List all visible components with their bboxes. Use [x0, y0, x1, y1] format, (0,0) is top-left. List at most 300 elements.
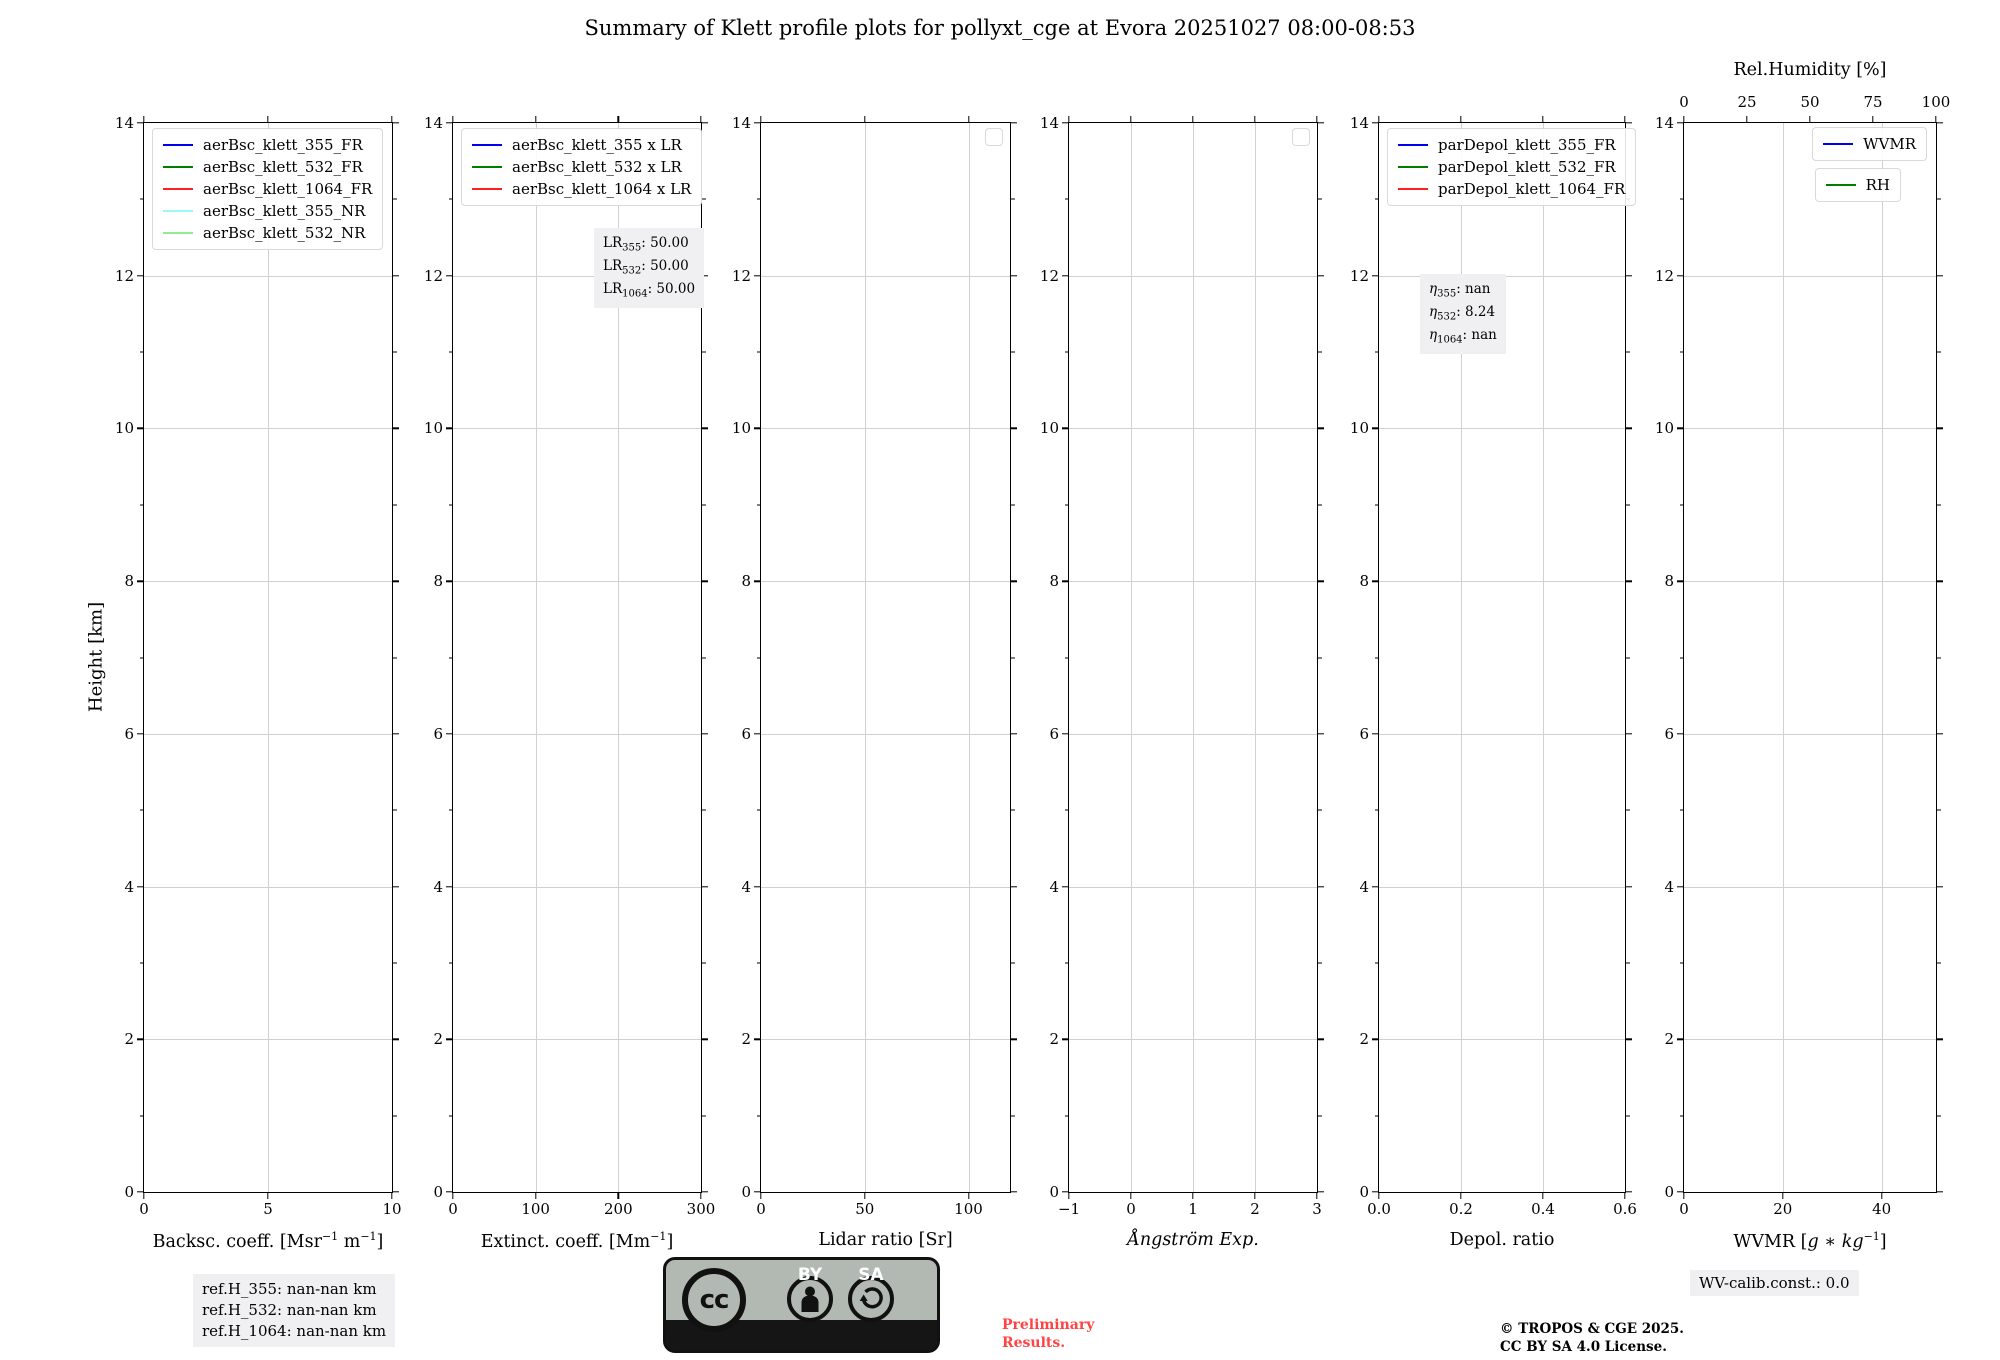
y-minor-tick — [449, 199, 453, 200]
y-tick-label: 14 — [1039, 114, 1059, 132]
y-minor-tick — [1680, 657, 1684, 658]
annotation-line: $LR_{1064}$: 50.00 — [603, 281, 696, 301]
y-tick — [1677, 275, 1683, 276]
y-tick-label: 8 — [1664, 572, 1674, 591]
x-tick-label: 20 — [1773, 1200, 1793, 1218]
x-tick-label: 0.6 — [1613, 1200, 1637, 1218]
legend-line-sample — [472, 188, 502, 190]
y-minor-tick-right — [1318, 810, 1322, 811]
x-tick-label: 0 — [139, 1200, 149, 1218]
x-tick — [760, 1193, 761, 1199]
y-tick-label: 4 — [1664, 877, 1674, 896]
y-minor-tick-right — [1937, 504, 1941, 505]
x-tick-top — [1624, 116, 1625, 122]
reference-height-annotation — [193, 1274, 395, 1347]
x-tick-label: 50 — [855, 1200, 875, 1218]
legend-entry: aerBsc_klett_1064_FR — [163, 180, 372, 198]
y-minor-tick-right — [702, 810, 706, 811]
y-tick-label: 6 — [1049, 724, 1059, 743]
cc-by-label: BY — [797, 1265, 823, 1285]
x-tick-top — [1130, 116, 1131, 122]
preliminary-results-note: Preliminary Results. — [1002, 1317, 1095, 1352]
y-tick-label: 12 — [114, 266, 134, 285]
x-tick — [1130, 1193, 1131, 1199]
x-tick-label: −1 — [1057, 1200, 1081, 1218]
gridline-horizontal — [453, 1039, 701, 1040]
y-tick-label: 0 — [1049, 1183, 1059, 1201]
gridline-horizontal — [144, 1039, 392, 1040]
y-tick — [137, 1039, 143, 1040]
gridline-horizontal — [1379, 428, 1625, 429]
person-icon — [798, 1285, 822, 1313]
x-tick-label: 0 — [1679, 1200, 1689, 1218]
top-axis-tick-label: 25 — [1737, 93, 1757, 111]
y-minor-tick — [140, 657, 144, 658]
y-tick-label: 6 — [741, 724, 751, 743]
gridline-vertical — [969, 123, 970, 1192]
y-tick-label: 2 — [124, 1030, 134, 1049]
legend-line-sample — [163, 210, 193, 212]
legend-line-sample — [163, 188, 193, 190]
y-tick-label: 14 — [731, 114, 751, 132]
y-minor-tick — [1065, 962, 1069, 963]
y-tick-right — [1318, 275, 1324, 276]
y-tick-right — [1937, 275, 1943, 276]
y-tick-right — [1937, 1191, 1943, 1192]
y-tick-label: 12 — [1039, 266, 1059, 285]
x-axis-label-wvmr: WVMR [g ∗ $kg^{-1}$] — [1733, 1230, 1887, 1252]
y-minor-tick-right — [393, 352, 397, 353]
plot-wvmr-rh — [1654, 60, 1951, 1252]
y-minor-tick-right — [1318, 962, 1322, 963]
y-tick-label: 6 — [433, 724, 443, 743]
y-tick-right — [1937, 1039, 1943, 1040]
legend-depol — [1387, 128, 1636, 206]
ref-line: ref.H_532: nan-nan km — [202, 1301, 377, 1319]
y-minor-tick-right — [702, 962, 706, 963]
y-tick-right — [1011, 122, 1017, 123]
y-tick-right — [393, 122, 399, 123]
y-minor-tick — [140, 199, 144, 200]
y-minor-tick-right — [1318, 199, 1322, 200]
y-tick — [1062, 733, 1068, 734]
x-axis-label-depol: Depol. ratio — [1449, 1230, 1555, 1250]
y-tick-label: 4 — [1049, 877, 1059, 896]
figure-title: Summary of Klett profile plots for pollyxt_cge at Evora 20251027 08:00-08:53 — [584, 16, 1416, 40]
y-tick — [1372, 886, 1378, 887]
y-tick — [754, 580, 760, 581]
y-tick-label: 14 — [114, 114, 134, 132]
x-tick-label: 0 — [448, 1200, 458, 1218]
y-tick — [1677, 122, 1683, 123]
legend-entry: aerBsc_klett_355_FR — [163, 136, 372, 154]
x-tick — [968, 1193, 969, 1199]
y-tick-right — [1011, 733, 1017, 734]
legend-entry: WVMR — [1823, 135, 1916, 153]
y-tick — [754, 1039, 760, 1040]
y-tick-right — [702, 1039, 708, 1040]
y-tick — [1372, 428, 1378, 429]
y-tick-right — [1318, 122, 1324, 123]
y-minor-tick-right — [1011, 657, 1015, 658]
x-tick-top — [267, 116, 268, 122]
y-tick-label: 14 — [1349, 114, 1369, 132]
y-tick-label: 6 — [124, 724, 134, 743]
cc-icon: cc — [682, 1268, 746, 1332]
gridline-vertical — [1255, 123, 1256, 1192]
legend-line-sample — [1398, 166, 1428, 168]
y-tick-label: 10 — [731, 419, 751, 438]
y-tick — [1677, 1039, 1683, 1040]
y-minor-tick-right — [1011, 1115, 1015, 1116]
x-tick-label: 100 — [954, 1200, 983, 1218]
y-minor-tick-right — [702, 504, 706, 505]
x-tick-top — [700, 116, 701, 122]
plot-backscatter-coeff — [114, 114, 402, 1252]
y-tick-right — [1626, 1191, 1632, 1192]
y-tick — [754, 428, 760, 429]
y-tick-right — [1318, 580, 1324, 581]
y-tick-label: 8 — [741, 572, 751, 591]
y-minor-tick-right — [1937, 810, 1941, 811]
y-tick-label: 2 — [433, 1030, 443, 1049]
y-minor-tick — [1680, 962, 1684, 963]
y-minor-tick — [449, 962, 453, 963]
y-tick-right — [393, 733, 399, 734]
y-minor-tick — [1065, 657, 1069, 658]
y-tick-label: 8 — [1049, 572, 1059, 591]
y-tick-right — [1937, 733, 1943, 734]
x-tick — [1782, 1193, 1783, 1199]
x-tick — [143, 1193, 144, 1199]
y-tick-right — [1937, 428, 1943, 429]
y-tick-label: 10 — [1349, 419, 1369, 438]
annotation-line: $\eta_{355}$: nan — [1429, 281, 1491, 300]
gridline-horizontal — [453, 581, 701, 582]
y-tick-label: 0 — [124, 1183, 134, 1201]
x-tick-top — [1542, 116, 1543, 122]
y-minor-tick-right — [1318, 657, 1322, 658]
y-minor-tick-right — [1937, 199, 1941, 200]
top-axis-tick-label: 100 — [1921, 93, 1951, 111]
y-minor-tick-right — [393, 1115, 397, 1116]
y-tick-label: 8 — [1359, 572, 1369, 591]
x-tick — [1378, 1193, 1379, 1199]
y-tick-right — [1626, 733, 1632, 734]
x-tick — [1460, 1193, 1461, 1199]
x-tick-top — [618, 116, 619, 122]
y-tick-right — [1626, 275, 1632, 276]
top-axis-tick — [1872, 116, 1873, 122]
y-minor-tick-right — [393, 962, 397, 963]
y-tick-right — [1318, 428, 1324, 429]
y-tick-right — [702, 122, 708, 123]
x-tick — [1542, 1193, 1543, 1199]
gridline-horizontal — [761, 734, 1010, 735]
top-axis-tick — [1935, 116, 1936, 122]
copyright-note: © TROPOS & CGE 2025. CC BY SA 4.0 License. — [1500, 1321, 1685, 1356]
axes-wvmr — [1654, 93, 1951, 1218]
y-minor-tick-right — [1626, 962, 1630, 963]
y-minor-tick-right — [1626, 504, 1630, 505]
y-tick-label: 10 — [423, 419, 443, 438]
x-tick-label: 300 — [686, 1200, 716, 1218]
y-tick — [1372, 122, 1378, 123]
empty-legend-box — [985, 128, 1003, 146]
y-tick-right — [1318, 1191, 1324, 1192]
legend-line-sample — [163, 144, 193, 146]
cc-by-sa-badge — [663, 1257, 940, 1353]
legend-entry: aerBsc_klett_355_NR — [163, 202, 372, 220]
legend-rh — [1815, 168, 1901, 202]
x-tick-label: 10 — [382, 1200, 402, 1218]
x-tick-top — [452, 116, 453, 122]
x-tick-top — [535, 116, 536, 122]
y-tick — [1062, 1039, 1068, 1040]
y-minor-tick-right — [1011, 199, 1015, 200]
gridline-horizontal — [761, 428, 1010, 429]
y-tick — [137, 428, 143, 429]
gridline-horizontal — [1069, 276, 1317, 277]
y-minor-tick — [1375, 1115, 1379, 1116]
y-minor-tick — [1375, 352, 1379, 353]
y-minor-tick — [1065, 199, 1069, 200]
y-tick-right — [1011, 886, 1017, 887]
y-minor-tick-right — [1626, 352, 1630, 353]
y-tick-label: 10 — [1039, 419, 1059, 438]
gridline-horizontal — [1379, 887, 1625, 888]
y-minor-tick-right — [1626, 810, 1630, 811]
y-minor-tick — [757, 1115, 761, 1116]
x-tick-top — [391, 116, 392, 122]
y-minor-tick-right — [1011, 810, 1015, 811]
y-minor-tick — [1065, 504, 1069, 505]
y-tick — [446, 122, 452, 123]
y-minor-tick-right — [1011, 962, 1015, 963]
y-minor-tick-right — [702, 352, 706, 353]
y-minor-tick — [449, 657, 453, 658]
x-tick-label: 200 — [604, 1200, 633, 1218]
axes-lidar-ratio — [731, 114, 1011, 1218]
y-tick — [446, 733, 452, 734]
y-tick-right — [1626, 428, 1632, 429]
top-axis-label-rel-humidity: Rel.Humidity [%] — [1733, 60, 1887, 80]
legend-entry: aerBsc_klett_532_FR — [163, 158, 372, 176]
y-minor-tick-right — [393, 504, 397, 505]
axes-backscatter — [114, 114, 402, 1218]
y-minor-tick-right — [702, 657, 706, 658]
y-tick-right — [1011, 1039, 1017, 1040]
x-tick — [700, 1193, 701, 1199]
y-minor-tick — [1375, 199, 1379, 200]
legend-extinction — [461, 128, 702, 206]
y-tick-right — [393, 428, 399, 429]
x-tick — [267, 1193, 268, 1199]
y-tick — [1062, 428, 1068, 429]
y-tick-label: 4 — [433, 877, 443, 896]
y-minor-tick — [140, 962, 144, 963]
y-minor-tick — [449, 504, 453, 505]
y-tick-right — [1937, 580, 1943, 581]
y-tick-right — [1937, 122, 1943, 123]
plot-depol-ratio — [1349, 114, 1637, 1250]
gridline-horizontal — [144, 734, 392, 735]
y-tick-right — [1318, 733, 1324, 734]
y-minor-tick-right — [1318, 504, 1322, 505]
gridline-vertical — [1783, 123, 1784, 1192]
x-tick-label: 0.4 — [1531, 1200, 1555, 1218]
plot-lidar-ratio — [731, 114, 1011, 1250]
y-minor-tick — [1680, 352, 1684, 353]
y-tick — [1372, 580, 1378, 581]
gridline-vertical — [536, 123, 537, 1192]
y-tick-label: 6 — [1359, 724, 1369, 743]
x-tick — [535, 1193, 536, 1199]
y-tick-label: 14 — [1654, 114, 1674, 132]
gridline-horizontal — [761, 887, 1010, 888]
y-tick-right — [393, 580, 399, 581]
legend-entry: aerBsc_klett_1064 x LR — [472, 180, 691, 198]
y-tick-label: 12 — [1349, 266, 1369, 285]
gridline-horizontal — [1684, 1039, 1936, 1040]
y-tick-right — [702, 428, 708, 429]
annotation-line: $LR_{355}$: 50.00 — [603, 235, 689, 254]
gridline-vertical — [1882, 123, 1883, 1192]
y-minor-tick — [449, 352, 453, 353]
x-tick-top — [864, 116, 865, 122]
x-tick — [1192, 1193, 1193, 1199]
y-tick — [754, 122, 760, 123]
y-tick-right — [702, 733, 708, 734]
legend-line-sample — [472, 144, 502, 146]
y-tick — [1677, 1191, 1683, 1192]
y-tick-label: 2 — [1359, 1030, 1369, 1049]
y-minor-tick — [757, 504, 761, 505]
ref-line: ref.H_1064: nan-nan km — [202, 1322, 387, 1340]
wv-calibration-annotation: WV-calib.const.: 0.0 — [1690, 1270, 1859, 1296]
y-tick-right — [393, 1191, 399, 1192]
y-tick-right — [1626, 886, 1632, 887]
gridline-horizontal — [144, 428, 392, 429]
y-tick-right — [1626, 122, 1632, 123]
x-axis-label-angstrom: Ångström Exp. — [1127, 1230, 1259, 1250]
y-tick-label: 14 — [423, 114, 443, 132]
y-tick-label: 0 — [433, 1183, 443, 1201]
top-axis-tick — [1683, 116, 1684, 122]
y-minor-tick — [1680, 1115, 1684, 1116]
y-tick — [754, 1191, 760, 1192]
top-axis-tick — [1746, 116, 1747, 122]
y-tick — [137, 275, 143, 276]
y-minor-tick-right — [1937, 1115, 1941, 1116]
y-tick — [754, 275, 760, 276]
y-minor-tick — [449, 1115, 453, 1116]
gridline-horizontal — [144, 276, 392, 277]
y-tick — [446, 428, 452, 429]
y-tick — [754, 733, 760, 734]
gridline-horizontal — [1684, 887, 1936, 888]
y-tick-right — [1011, 580, 1017, 581]
x-tick — [391, 1193, 392, 1199]
y-minor-tick — [449, 810, 453, 811]
gridline-horizontal — [1069, 1039, 1317, 1040]
y-tick-right — [1626, 580, 1632, 581]
gridline-horizontal — [1069, 581, 1317, 582]
gridline-horizontal — [144, 581, 392, 582]
y-tick — [1062, 580, 1068, 581]
y-tick — [1677, 428, 1683, 429]
x-tick-top — [143, 116, 144, 122]
plot-angstrom-exp — [1039, 114, 1322, 1250]
y-tick-right — [702, 580, 708, 581]
y-minor-tick-right — [1626, 657, 1630, 658]
y-tick-right — [1011, 1191, 1017, 1192]
legend-entry: parDepol_klett_532_FR — [1398, 158, 1625, 176]
y-tick-label: 2 — [1049, 1030, 1059, 1049]
y-minor-tick — [1680, 199, 1684, 200]
y-tick — [446, 580, 452, 581]
x-tick-label: 40 — [1872, 1200, 1892, 1218]
y-tick — [137, 580, 143, 581]
legend-entry: aerBsc_klett_532_NR — [163, 224, 372, 242]
gridline-horizontal — [1684, 276, 1936, 277]
y-tick — [1677, 733, 1683, 734]
legend-entry: RH — [1826, 176, 1890, 194]
y-tick-label: 4 — [741, 877, 751, 896]
y-tick-label: 0 — [1359, 1183, 1369, 1201]
y-tick — [1372, 1191, 1378, 1192]
y-minor-tick — [140, 810, 144, 811]
x-tick-label: 100 — [521, 1200, 550, 1218]
legend-line-sample — [163, 232, 193, 234]
y-minor-tick-right — [1937, 962, 1941, 963]
y-tick-right — [1318, 1039, 1324, 1040]
gridline-vertical — [1543, 123, 1544, 1192]
y-tick-label: 8 — [433, 572, 443, 591]
y-minor-tick — [757, 962, 761, 963]
x-tick — [1316, 1193, 1317, 1199]
y-minor-tick — [140, 504, 144, 505]
gridline-vertical — [865, 123, 866, 1192]
y-minor-tick-right — [1937, 657, 1941, 658]
x-tick-label: 0 — [756, 1200, 766, 1218]
y-minor-tick-right — [1626, 1115, 1630, 1116]
axes-angstrom — [1039, 114, 1322, 1218]
y-tick-label: 12 — [731, 266, 751, 285]
gridline-horizontal — [453, 734, 701, 735]
x-tick-label: 2 — [1250, 1200, 1260, 1218]
legend-entry: parDepol_klett_1064_FR — [1398, 180, 1625, 198]
y-minor-tick — [1065, 810, 1069, 811]
y-tick — [137, 1191, 143, 1192]
gridline-vertical — [1193, 123, 1194, 1192]
y-tick-right — [1626, 1039, 1632, 1040]
y-tick — [754, 886, 760, 887]
y-minor-tick-right — [1318, 352, 1322, 353]
y-minor-tick — [1065, 1115, 1069, 1116]
x-tick — [864, 1193, 865, 1199]
gridline-horizontal — [453, 887, 701, 888]
empty-legend-box — [1292, 128, 1310, 146]
y-tick-right — [1011, 275, 1017, 276]
top-axis-tick-label: 0 — [1679, 93, 1689, 111]
y-tick-label: 2 — [1664, 1030, 1674, 1049]
y-tick-right — [393, 1039, 399, 1040]
gridline-vertical — [268, 123, 269, 1192]
y-axis-label: Height [km] — [85, 601, 107, 713]
x-axis-label-lidar-ratio: Lidar ratio [Sr] — [818, 1230, 953, 1250]
y-tick — [446, 1191, 452, 1192]
